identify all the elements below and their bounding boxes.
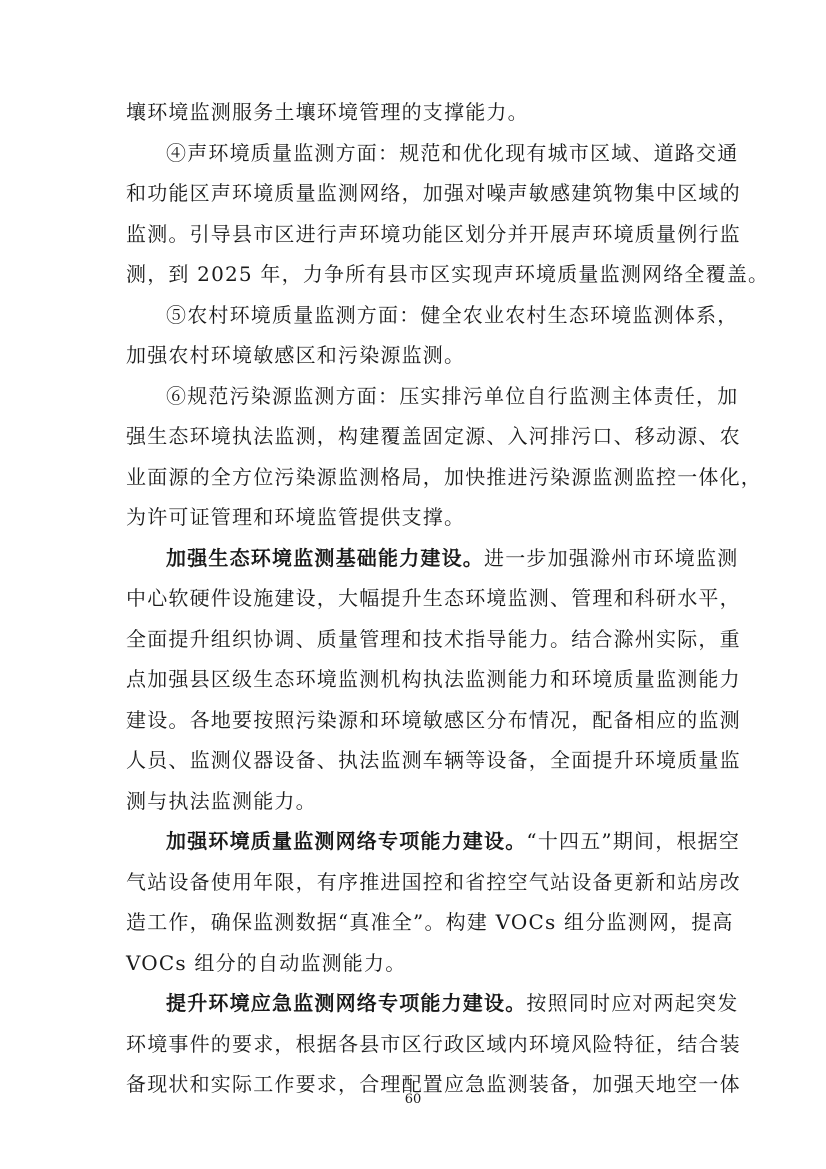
- paragraph-line: 测与执法监测能力。: [126, 789, 317, 813]
- paragraph-line: 为许可证管理和环境监管提供支撑。: [126, 505, 466, 529]
- paragraph-line: 建设。各地要按照污染源和环境敏感区分布情况，配备相应的监测: [126, 708, 741, 732]
- paragraph-text: 按照同时应对两起突发: [526, 991, 739, 1015]
- paragraph-line: 监测。引导县市区进行声环境功能区划分并开展声环境质量例行监: [126, 222, 741, 246]
- section-heading: 加强环境质量监测网络专项能力建设。: [166, 829, 527, 853]
- paragraph-line: [166, 545, 739, 571]
- paragraph-line: 测，到 2025 年，力争所有县市区实现声环境质量监测网络全覆盖。: [126, 262, 770, 286]
- paragraph-line: 加强农村环境敏感区和污染源监测。: [126, 343, 466, 367]
- paragraph-line: 人员、监测仪器设备、执法监测车辆等设备，全面提升环境质量监: [126, 748, 741, 772]
- paragraph-line: [166, 828, 741, 854]
- section-heading: 提升环境应急监测网络专项能力建设。: [166, 991, 527, 1015]
- paragraph-line: 壤环境监测服务土壤环境管理的支撑能力。: [126, 100, 529, 124]
- paragraph-line: 全面提升组织协调、质量管理和技术指导能力。结合滁州实际，重: [126, 627, 741, 651]
- paragraph-line: 气站设备使用年限，有序推进国控和省控空气站设备更新和站房改: [126, 870, 741, 894]
- paragraph-text: “十四五”期间，根据空: [526, 829, 741, 853]
- paragraph-line: VOCs 组分的自动监测能力。: [126, 951, 407, 975]
- paragraph-line: 强生态环境执法监测，构建覆盖固定源、入河排污口、移动源、农: [126, 424, 741, 448]
- section-heading: 加强生态环境监测基础能力建设。: [166, 546, 484, 570]
- paragraph-line: 备现状和实际工作要求，合理配置应急监测装备，加强天地空一体: [126, 1072, 741, 1096]
- paragraph-line: 中心软硬件设施建设，大幅提升生态环境监测、管理和科研水平，: [126, 586, 741, 610]
- paragraph-text: 进一步加强滁州市环境监测: [484, 546, 739, 570]
- paragraph-line: 业面源的全方位污染源监测格局，加快推进污染源监测监控一体化，: [126, 465, 762, 489]
- paragraph-line: 环境事件的要求，根据各县市区行政区域内环境风险特征，结合装: [126, 1032, 741, 1056]
- paragraph-line: ⑤农村环境质量监测方面：健全农业农村生态环境监测体系，: [166, 303, 739, 327]
- paragraph-line: 造工作，确保监测数据“真准全”。构建 VOCs 组分监测网，提高: [126, 910, 734, 934]
- paragraph-line: 和功能区声环境质量监测网络，加强对噪声敏感建筑物集中区域的: [126, 181, 741, 205]
- paragraph-line: 点加强县区级生态环境监测机构执法监测能力和环境质量监测能力: [126, 667, 741, 691]
- paragraph-line: ④声环境质量监测方面：规范和优化现有城市区域、道路交通: [166, 141, 739, 165]
- paragraph-line: [166, 990, 739, 1016]
- paragraph-line: ⑥规范污染源监测方面：压实排污单位自行监测主体责任，加: [166, 384, 739, 408]
- page-number: 60: [404, 1092, 422, 1107]
